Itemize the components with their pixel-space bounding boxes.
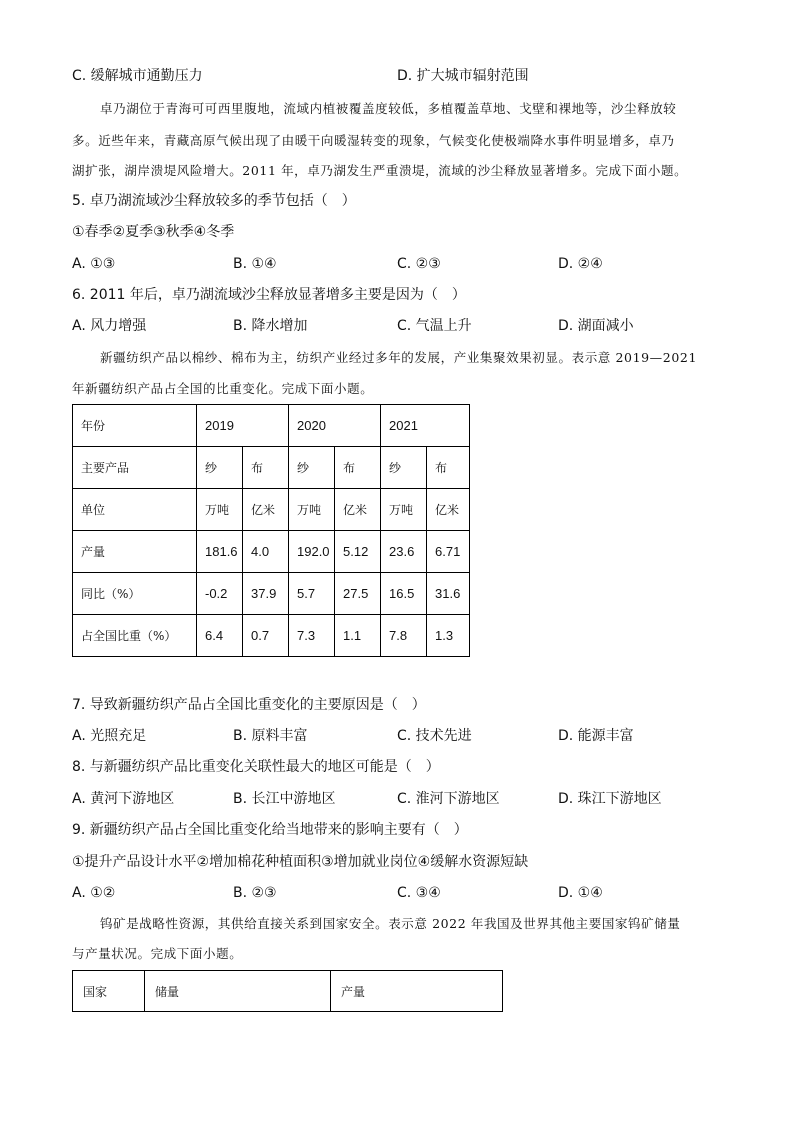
q8-option-d: D. 珠江下游地区 — [558, 791, 662, 807]
table-cell: 布 — [427, 447, 470, 489]
q6-option-c: C. 气温上升 — [397, 318, 472, 334]
passage-2-line-1: 新疆纺织产品以棉纱、棉布为主，纺织产业经过多年的发展，产业集聚效果初显。表示意 2019—2021 — [100, 350, 697, 365]
passage-3-line-2: 与产量状况。完成下面小题。 — [72, 946, 243, 961]
question-6: 6. 2011 年后，卓乃湖流域沙尘释放显著增多主要是因为（ ） — [72, 287, 466, 303]
header-reserves: 储量 — [145, 971, 331, 1012]
row-label-output: 产量 — [73, 531, 197, 573]
table-cell: 亿米 — [427, 489, 470, 531]
question-9-items: ①提升产品设计水平②增加棉花种植面积③增加就业岗位④缓解水资源短缺 — [72, 854, 529, 870]
table-cell: 7.8 — [381, 615, 427, 657]
table-cell: 7.3 — [289, 615, 335, 657]
table-cell: 181.6 — [197, 531, 243, 573]
table-cell: 31.6 — [427, 573, 470, 615]
header-production: 产量 — [331, 971, 503, 1012]
table-cell: 纱 — [289, 447, 335, 489]
passage-1-line-2: 多。近些年来，青藏高原气候出现了由暖干向暖湿转变的现象，气候变化使极端降水事件明显增多，卓乃 — [72, 133, 675, 148]
q7-option-a: A. 光照充足 — [72, 728, 147, 744]
q6-option-a: A. 风力增强 — [72, 318, 147, 334]
table-cell: 5.12 — [335, 531, 381, 573]
table-cell: 1.1 — [335, 615, 381, 657]
question-8: 8. 与新疆纺织产品比重变化关联性最大的地区可能是（ ） — [72, 759, 440, 775]
table-cell: 27.5 — [335, 573, 381, 615]
table-cell: 6.71 — [427, 531, 470, 573]
table-cell: 23.6 — [381, 531, 427, 573]
q6-option-d: D. 湖面减小 — [558, 318, 634, 334]
passage-1-line-1: 卓乃湖位于青海可可西里腹地，流域内植被覆盖度较低，多植覆盖草地、戈壁和裸地等，沙尘释放较 — [100, 101, 677, 116]
q5-option-c: C. ②③ — [397, 256, 441, 272]
q9-option-c: C. ③④ — [397, 885, 441, 901]
q8-option-c: C. 淮河下游地区 — [397, 791, 500, 807]
q7-option-d: D. 能源丰富 — [558, 728, 634, 744]
q4-option-d: D. 扩大城市辐射范围 — [397, 68, 529, 84]
table-row — [73, 573, 470, 615]
q9-option-d: D. ①④ — [558, 885, 603, 901]
table-cell: 1.3 — [427, 615, 470, 657]
table-row — [73, 971, 503, 1012]
table-cell: 万吨 — [289, 489, 335, 531]
question-9: 9. 新疆纺织产品占全国比重变化给当地带来的影响主要有（ ） — [72, 822, 468, 838]
passage-2-line-2: 年新疆纺织产品占全国的比重变化。完成下面小题。 — [72, 381, 374, 396]
q5-option-d: D. ②④ — [558, 256, 603, 272]
table-cell: 亿米 — [335, 489, 381, 531]
passage-1-line-3: 湖扩张，湖岸溃堤风险增大。2011 年，卓乃湖发生严重溃堤，流域的沙尘释放显著增多。完成下面小题。 — [72, 163, 688, 178]
table-row — [73, 531, 470, 573]
table-row — [73, 615, 470, 657]
table-cell: 5.7 — [289, 573, 335, 615]
table-cell: 4.0 — [243, 531, 289, 573]
table-cell: 16.5 — [381, 573, 427, 615]
q5-option-a: A. ①③ — [72, 256, 116, 272]
year-2021: 2021 — [381, 405, 470, 447]
q6-option-b: B. 降水增加 — [233, 318, 308, 334]
tungsten-table — [72, 970, 503, 1012]
table-cell: 192.0 — [289, 531, 335, 573]
table-cell: 6.4 — [197, 615, 243, 657]
table-cell: 万吨 — [197, 489, 243, 531]
table-row — [73, 405, 470, 447]
table-cell: 37.9 — [243, 573, 289, 615]
table-row — [73, 447, 470, 489]
row-label-unit: 单位 — [73, 489, 197, 531]
q8-option-a: A. 黄河下游地区 — [72, 791, 175, 807]
header-country: 国家 — [73, 971, 145, 1012]
row-label-yoy: 同比（%） — [73, 573, 197, 615]
year-2019: 2019 — [197, 405, 289, 447]
table-cell: 0.7 — [243, 615, 289, 657]
q4-option-c: C. 缓解城市通勤压力 — [72, 68, 203, 84]
row-label-share: 占全国比重（%） — [73, 615, 197, 657]
table-cell: 纱 — [197, 447, 243, 489]
table-cell: 亿米 — [243, 489, 289, 531]
table-cell: 布 — [335, 447, 381, 489]
q7-option-c: C. 技术先进 — [397, 728, 472, 744]
table-row — [73, 489, 470, 531]
table-cell: 纱 — [381, 447, 427, 489]
header-year: 年份 — [73, 405, 197, 447]
question-5-items: ①春季②夏季③秋季④冬季 — [72, 224, 235, 240]
year-2020: 2020 — [289, 405, 381, 447]
passage-3-line-1: 钨矿是战略性资源，其供给直接关系到国家安全。表示意 2022 年我国及世界其他主要国家钨矿储量 — [100, 916, 681, 931]
table-cell: 布 — [243, 447, 289, 489]
table-cell: 万吨 — [381, 489, 427, 531]
textile-share-table — [72, 404, 470, 657]
q5-option-b: B. ①④ — [233, 256, 277, 272]
table-cell: -0.2 — [197, 573, 243, 615]
question-7: 7. 导致新疆纺织产品占全国比重变化的主要原因是（ ） — [72, 697, 426, 713]
q9-option-a: A. ①② — [72, 885, 116, 901]
row-label-product: 主要产品 — [73, 447, 197, 489]
q9-option-b: B. ②③ — [233, 885, 277, 901]
q8-option-b: B. 长江中游地区 — [233, 791, 336, 807]
question-5: 5. 卓乃湖流域沙尘释放较多的季节包括（ ） — [72, 193, 356, 209]
q7-option-b: B. 原料丰富 — [233, 728, 308, 744]
